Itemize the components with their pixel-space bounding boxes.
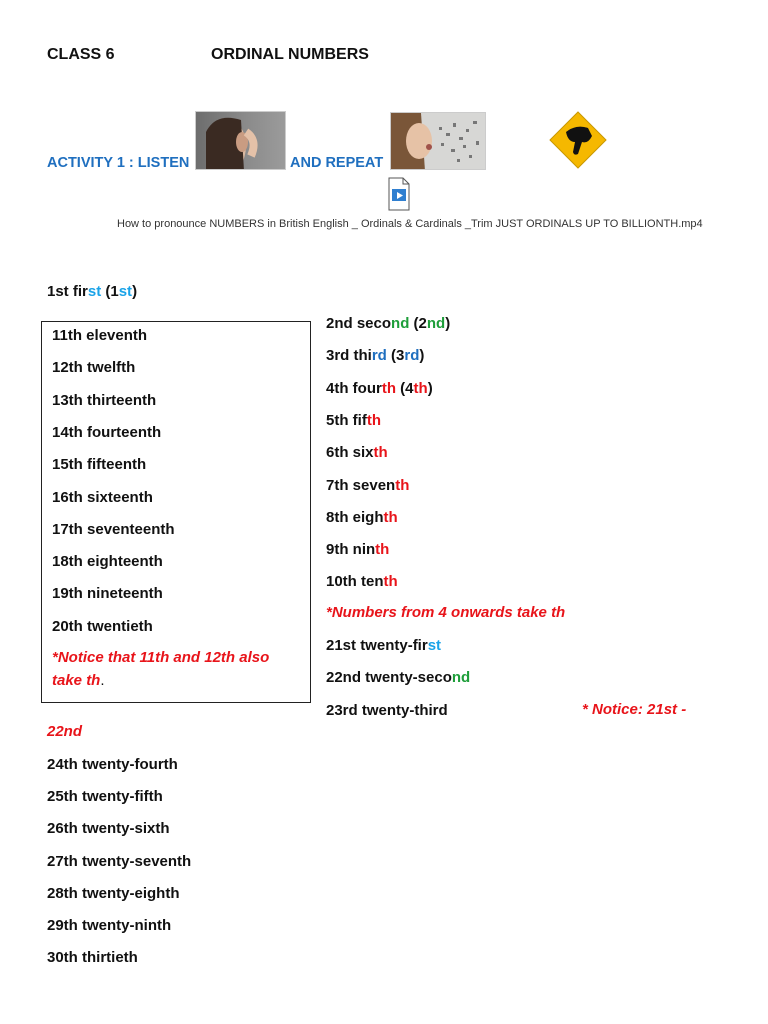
bottom-list-item: 24th twenty-fourth [47, 756, 178, 773]
box-list-item: 20th twentieth [52, 617, 153, 635]
right-list-item: 4th fourth (4th) [326, 379, 433, 397]
right-list-item: 9th ninth [326, 541, 390, 559]
page-title: ORDINAL NUMBERS [211, 46, 369, 63]
notice-21-part2: 22nd [47, 723, 83, 740]
activity-listen-label: ACTIVITY 1 : LISTEN [47, 155, 190, 171]
box-list-item: 18th eighteenth [52, 553, 163, 571]
right-list-item: 10th tenth [326, 573, 398, 591]
listening-photo [195, 111, 286, 170]
box-list-item: 11th eleventh [52, 327, 148, 344]
box-note-line2: take th. [52, 672, 105, 689]
twenties-list-item: 21st twenty-first [326, 637, 442, 654]
teens-box [41, 321, 311, 703]
pointing-hand-sign-icon [548, 110, 608, 170]
right-list-item: 3rd third (3rd) [326, 347, 425, 365]
box-list-item: 17th seventeenth [52, 520, 175, 538]
activity-repeat-label: AND REPEAT [290, 155, 384, 171]
right-list-item: 8th eighth [326, 508, 398, 526]
box-list-item: 14th fourteenth [52, 423, 162, 441]
box-list-item: 13th thirteenth [52, 391, 157, 409]
class-label: CLASS 6 [47, 46, 115, 63]
right-note: *Numbers from 4 onwards take th [326, 604, 566, 621]
bottom-list-item: 26th twenty-sixth [47, 820, 170, 838]
twenties-list-item: 22nd twenty-second [326, 669, 471, 687]
bottom-list-item: 30th thirtieth [47, 949, 138, 967]
box-list-item: 16th sixteenth [52, 488, 153, 506]
video-caption[interactable]: How to pronounce NUMBERS in British English _ Ordinals & Cardinals _Trim JUST ORDINALS UP TO BILLIONTH.mp4 [117, 218, 703, 230]
notice-21-part1: * Notice: 21st - [582, 701, 687, 718]
bottom-list-item: 27th twenty-seventh [47, 852, 192, 870]
speaking-photo [390, 112, 486, 170]
twenties-list-item: 23rd twenty-third [326, 701, 448, 719]
box-list-item: 15th fifteenth [52, 456, 147, 474]
video-file-icon[interactable] [388, 177, 410, 211]
right-list-item: 7th seventh [326, 476, 410, 494]
right-list-item: 6th sixth [326, 444, 388, 462]
bottom-list-item: 25th twenty-fifth [47, 788, 163, 806]
box-note-line1: *Notice that 11th and 12th also [52, 649, 270, 666]
box-list-item: 19th nineteenth [52, 585, 163, 603]
bottom-list-item: 29th twenty-ninth [47, 917, 172, 934]
right-list-item: 2nd second (2nd) [326, 315, 451, 332]
box-list-item: 12th twelfth [52, 359, 136, 377]
right-list-item: 5th fifth [326, 411, 381, 429]
ordinal-1st: 1st first (1st) [47, 283, 138, 300]
bottom-list-item: 28th twenty-eighth [47, 884, 180, 902]
